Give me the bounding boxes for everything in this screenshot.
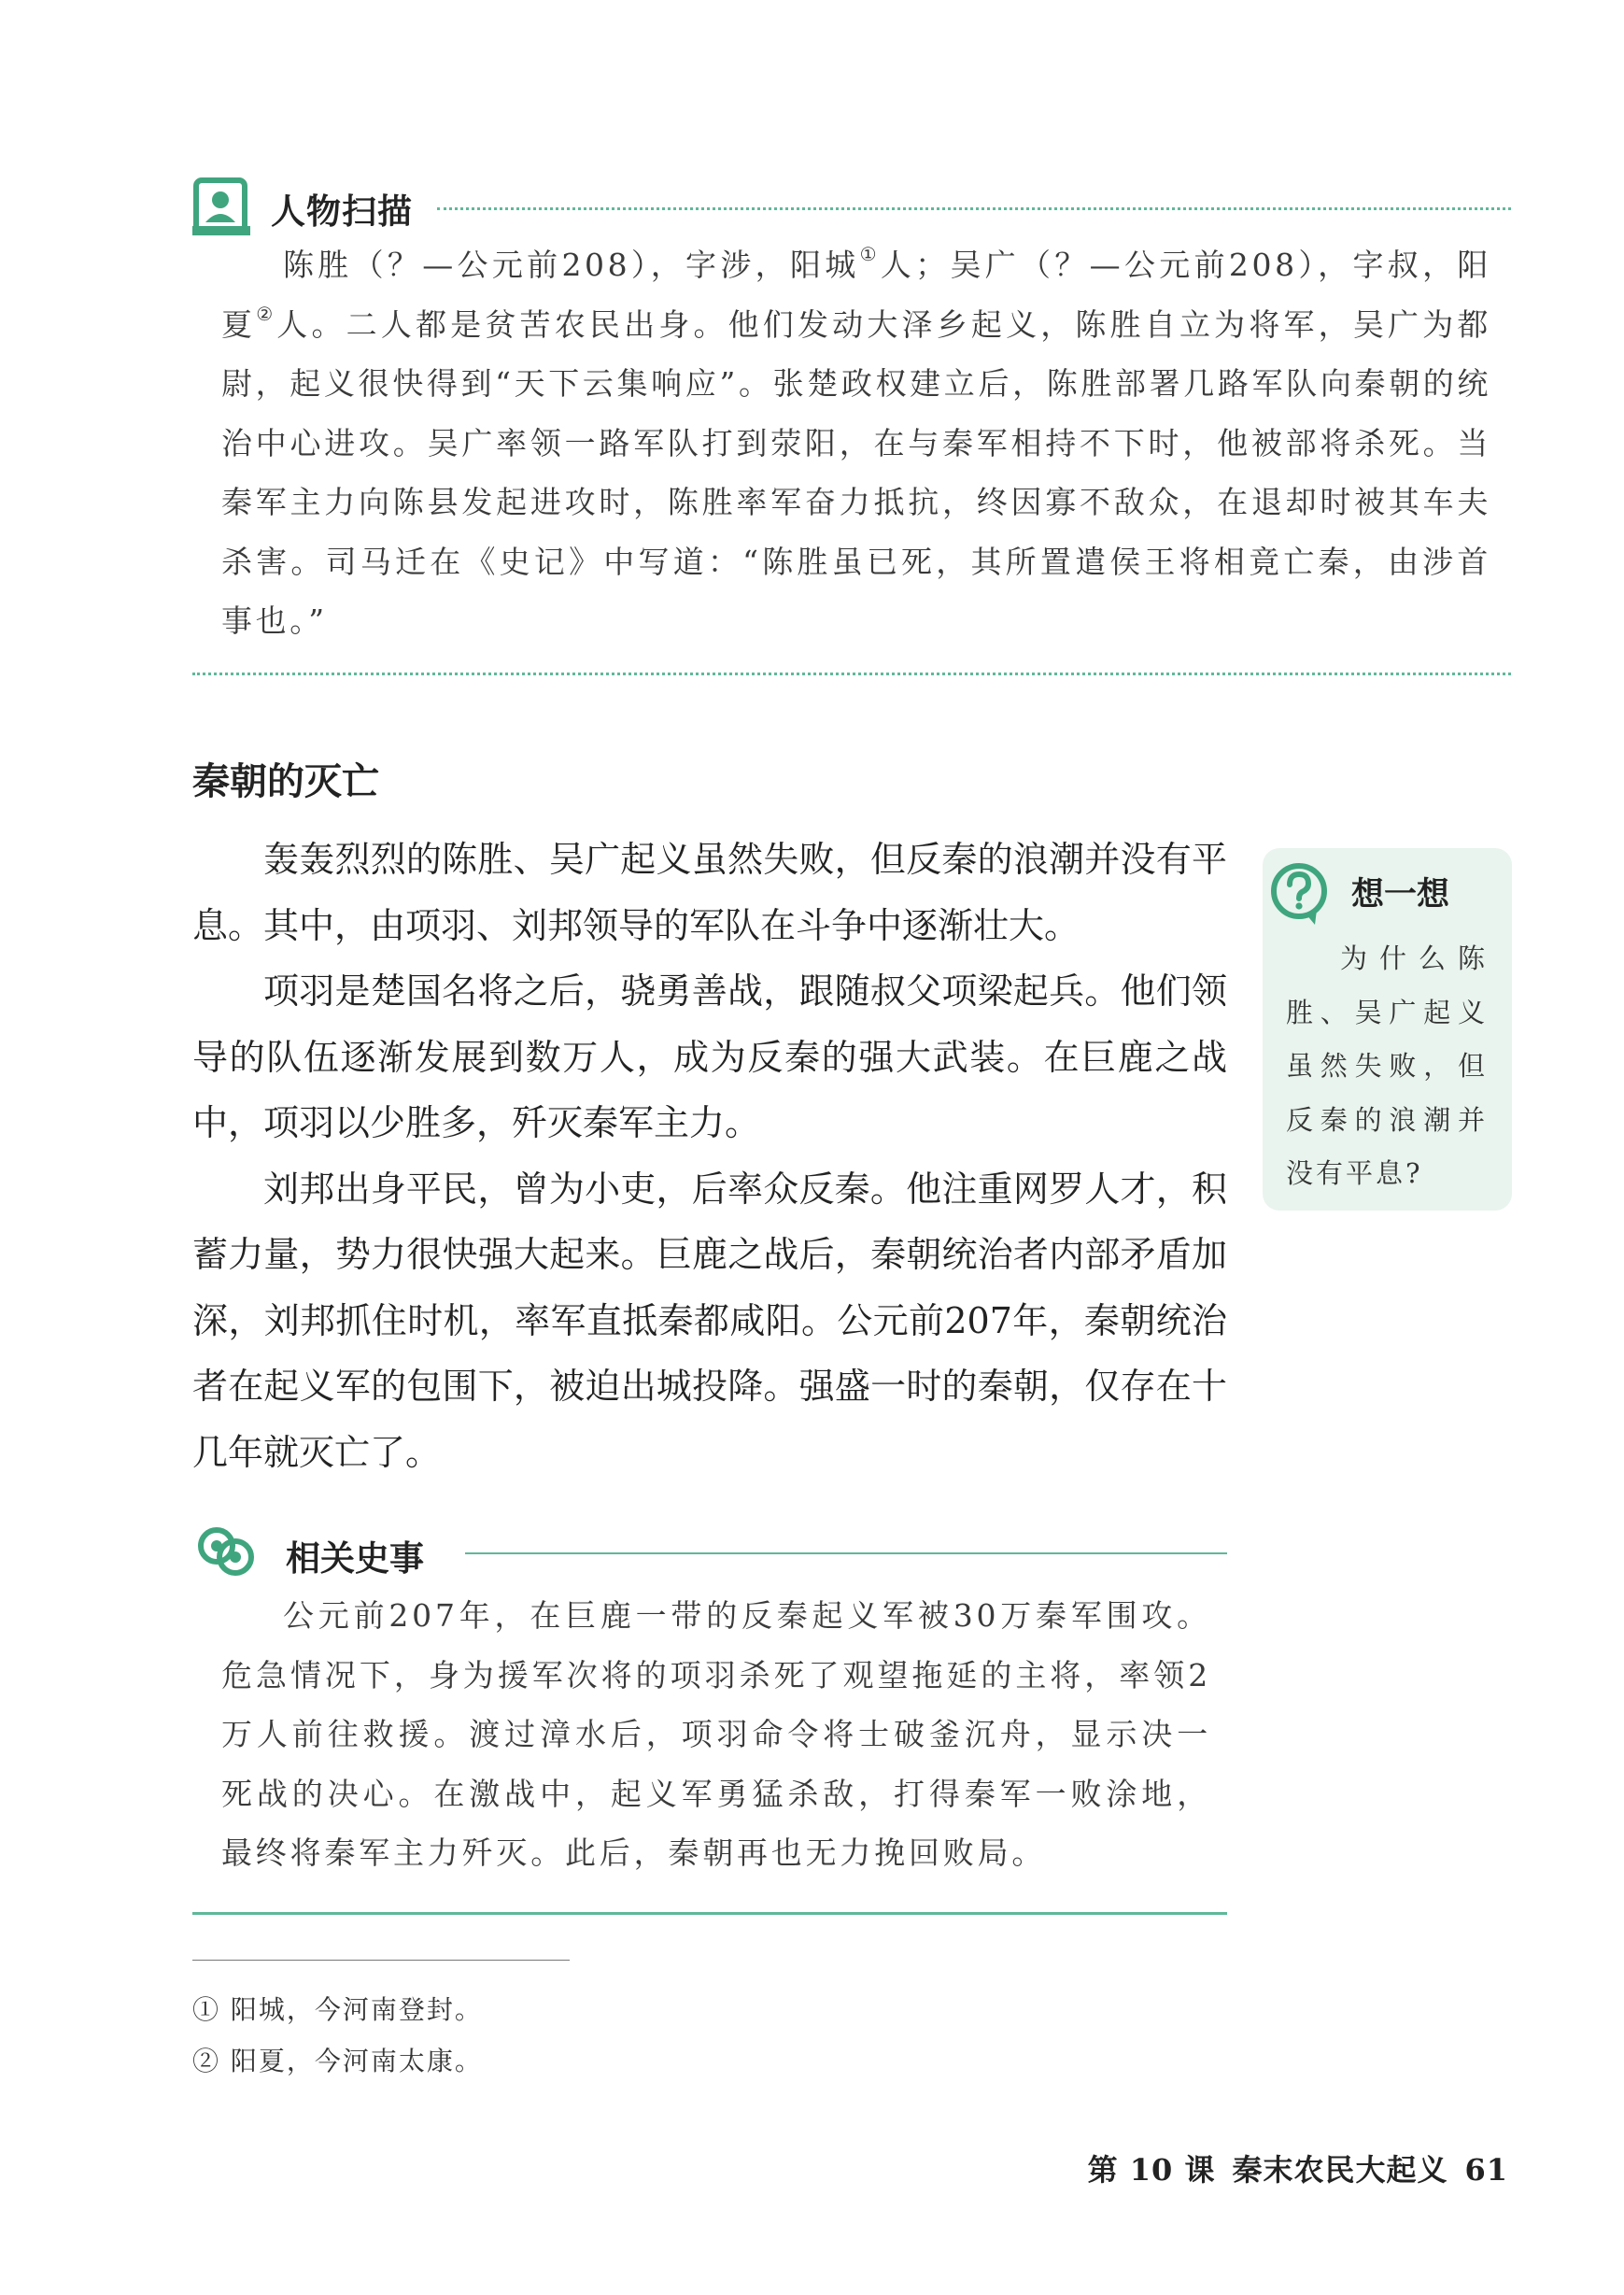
think-title: 想一想 [1351, 876, 1450, 914]
figure-scan-text-3: 人。二人都是贫苦农民出身。他们发动大泽乡起义，陈胜自立为将军，吴广为都尉，起义很快得到“天下云集响应”。张楚政权建立后，陈胜部署几路军队向秦朝的统治中心进攻。吴广率领一路军队打到荥阳，在与秦军相持不下时，他被部将杀死。当秦军主力向陈县发起进攻时，陈胜率军奋力抵抗，终因寡不敌众，在退却时被其车夫杀害。司马迁在《史记》中写道：“陈胜虽已死，其所置遣侯王将相竟亡秦，由涉首事也。” [221, 305, 1491, 639]
lesson-number: 第 10 课 [1087, 2152, 1216, 2188]
figure-scan-bottom-divider [192, 673, 1511, 675]
section-heading: 秦朝的灭亡 [192, 760, 379, 803]
figure-scan-text-2: 人；吴广（？—公元前208），字叔，阳夏 [221, 247, 1492, 343]
footnote-1: ① 阳城，今河南登封。 [192, 1994, 483, 2025]
section-paragraph-3: 刘邦出身平民，曾为小吏，后率众反秦。他注重网罗人才，积蓄力量，势力很快强大起来。巨鹿之战后，秦朝统治者内部矛盾加深，刘邦抓住时机，率军直抵秦都咸阳。公元前207年，秦朝统治者在起义军的包围下，被迫出城投降。强盛一时的秦朝，仅存在十几年就灭亡了。 [192, 1168, 1227, 1473]
figure-scan-paragraph [221, 235, 1491, 651]
think-body [1286, 932, 1488, 1201]
related-history-icon [192, 1518, 260, 1585]
page-footer [1071, 2146, 1508, 2189]
think-question: 为什么陈胜、吴广起义虽然失败，但反秦的浪潮并没有平息? [1286, 942, 1488, 1189]
lesson-title: 秦末农民大起义 [1232, 2152, 1448, 2188]
related-history-paragraph: 公元前207年，在巨鹿一带的反秦起义军被30万秦军围攻。危急情况下，身为援军次将的项羽杀死了观望拖延的主将，率领2万人前往救援。渡过漳水后，项羽命令将士破釜沉舟，显示决一死战的决心。在激战中，起义军勇猛杀敌，打得秦军一败涂地，最终将秦军主力歼灭。此后，秦朝再也无力挽回败局。 [221, 1597, 1211, 1871]
footnote-2: ② 阳夏，今河南太康。 [192, 2046, 483, 2076]
figure-scan-text-1: 陈胜（？—公元前208），字涉，阳城 [283, 247, 860, 283]
figure-scan-title: 人物扫描 [271, 191, 413, 232]
figure-scan-body [221, 235, 1491, 651]
question-bubble-icon [1268, 861, 1330, 927]
person-icon [192, 177, 250, 237]
related-history-title: 相关史事 [286, 1538, 424, 1579]
related-history-body [221, 1586, 1211, 1883]
footnote-divider [192, 1960, 570, 1961]
section-paragraph-1: 轰轰烈烈的陈胜、吴广起义虽然失败，但反秦的浪潮并没有平息。其中，由项羽、刘邦领导的军队在斗争中逐渐壮大。 [192, 839, 1227, 946]
page-number: 61 [1464, 2152, 1508, 2188]
section-paragraph-2: 项羽是楚国名将之后，骁勇善战，跟随叔父项梁起兵。他们领导的队伍逐渐发展到数万人，成为反秦的强大武装。在巨鹿之战中，项羽以少胜多，歼灭秦军主力。 [192, 970, 1227, 1143]
figure-scan-title-divider [437, 207, 1511, 210]
related-history-bottom-divider [192, 1912, 1227, 1915]
section-body [192, 827, 1227, 1485]
related-history-title-divider [465, 1552, 1227, 1554]
footnote-marker-2: ② [256, 302, 277, 325]
footnote-marker-1: ① [859, 243, 881, 265]
